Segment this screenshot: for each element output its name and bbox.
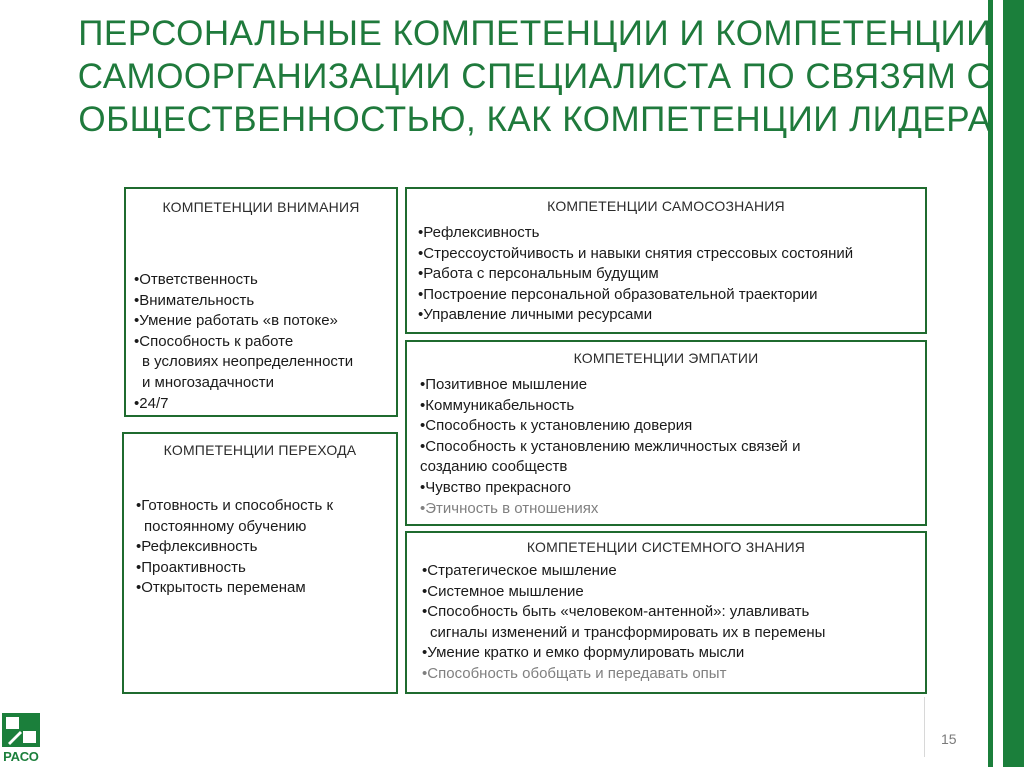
slide-title — [60, 12, 1010, 141]
list-item: • Способность к установлению межличностых связей и — [420, 437, 925, 458]
list-item: • Позитивное мышление — [420, 375, 925, 396]
page-number: 15 — [941, 731, 957, 747]
title-line: ПЕРСОНАЛЬНЫЕ КОМПЕТЕНЦИИ И КОМПЕТЕНЦИИ — [78, 14, 992, 53]
list-item: • Умение кратко и емко формулировать мысли — [422, 643, 925, 664]
list-item: • Проактивность — [136, 558, 396, 579]
list-item: • Способность быть «человеком-антенной»: улавливать — [422, 602, 925, 623]
system-knowledge-competencies-box — [405, 531, 927, 694]
list-item: • Способность к установлению доверия — [420, 416, 925, 437]
footer-divider — [924, 697, 925, 757]
item-list — [136, 496, 396, 599]
list-item: • Готовность и способность к — [136, 496, 396, 517]
list-item: • Стратегическое мышление — [422, 561, 925, 582]
list-item: • Коммуникабельность — [420, 396, 925, 417]
list-item-continuation: сигналы изменений и трансформировать их в перемены — [430, 623, 826, 641]
item-list — [134, 270, 396, 414]
list-item: • Чувство прекрасного — [420, 478, 925, 499]
self-awareness-competencies-box — [405, 187, 927, 334]
item-list — [418, 223, 925, 326]
list-item: • Построение персональной образовательной траектории — [418, 285, 925, 306]
list-item: • Рефлексивность — [418, 223, 925, 244]
list-item: • Способность обобщать и передавать опыт — [422, 664, 925, 685]
list-item: • Рефлексивность — [136, 537, 396, 558]
box-title: КОМПЕТЕНЦИИ ПЕРЕХОДА — [163, 442, 357, 458]
list-item: • Внимательность — [134, 291, 396, 312]
list-item: • Открытость переменам — [136, 578, 396, 599]
list-item-continuation: в условиях неопределенности — [142, 353, 354, 371]
attention-competencies-box — [124, 187, 398, 417]
box-title: КОМПЕТЕНЦИИ СИСТЕМНОГО ЗНАНИЯ — [526, 539, 806, 555]
title-line: САМООРГАНИЗАЦИИ СПЕЦИАЛИСТА ПО СВЯЗЯМ С — [77, 57, 993, 96]
list-item-continuation: созданию сообществ — [420, 458, 568, 476]
item-list — [422, 561, 925, 685]
list-item: • Способность к работе — [134, 332, 396, 353]
list-item: • Стрессоустойчивость и навыки снятия стрессовых состояний — [418, 244, 925, 265]
box-title: КОМПЕТЕНЦИИ ЭМПАТИИ — [573, 350, 759, 366]
list-item: • 24/7 — [134, 394, 396, 415]
list-item: • Системное мышление — [422, 582, 925, 603]
list-item: • Ответственность — [134, 270, 396, 291]
logo-text: РАСО — [3, 749, 39, 764]
empathy-competencies-box — [405, 340, 927, 526]
list-item-continuation: постоянному обучению — [144, 517, 307, 535]
title-line: ОБЩЕСТВЕННОСТЬЮ, КАК КОМПЕТЕНЦИИ ЛИДЕРА — [78, 100, 992, 139]
transition-competencies-box — [122, 432, 398, 694]
box-title: КОМПЕТЕНЦИИ САМОСОЗНАНИЯ — [547, 198, 785, 214]
list-item: • Управление личными ресурсами — [418, 305, 925, 326]
item-list — [420, 375, 925, 519]
list-item: • Работа с персональным будущим — [418, 264, 925, 285]
box-title: КОМПЕТЕНЦИИ ВНИМАНИЯ — [162, 199, 360, 215]
list-item-continuation: и многозадачности — [142, 373, 274, 391]
list-item: • Умение работать «в потоке» — [134, 311, 396, 332]
list-item: • Этичность в отношениях — [420, 499, 925, 520]
